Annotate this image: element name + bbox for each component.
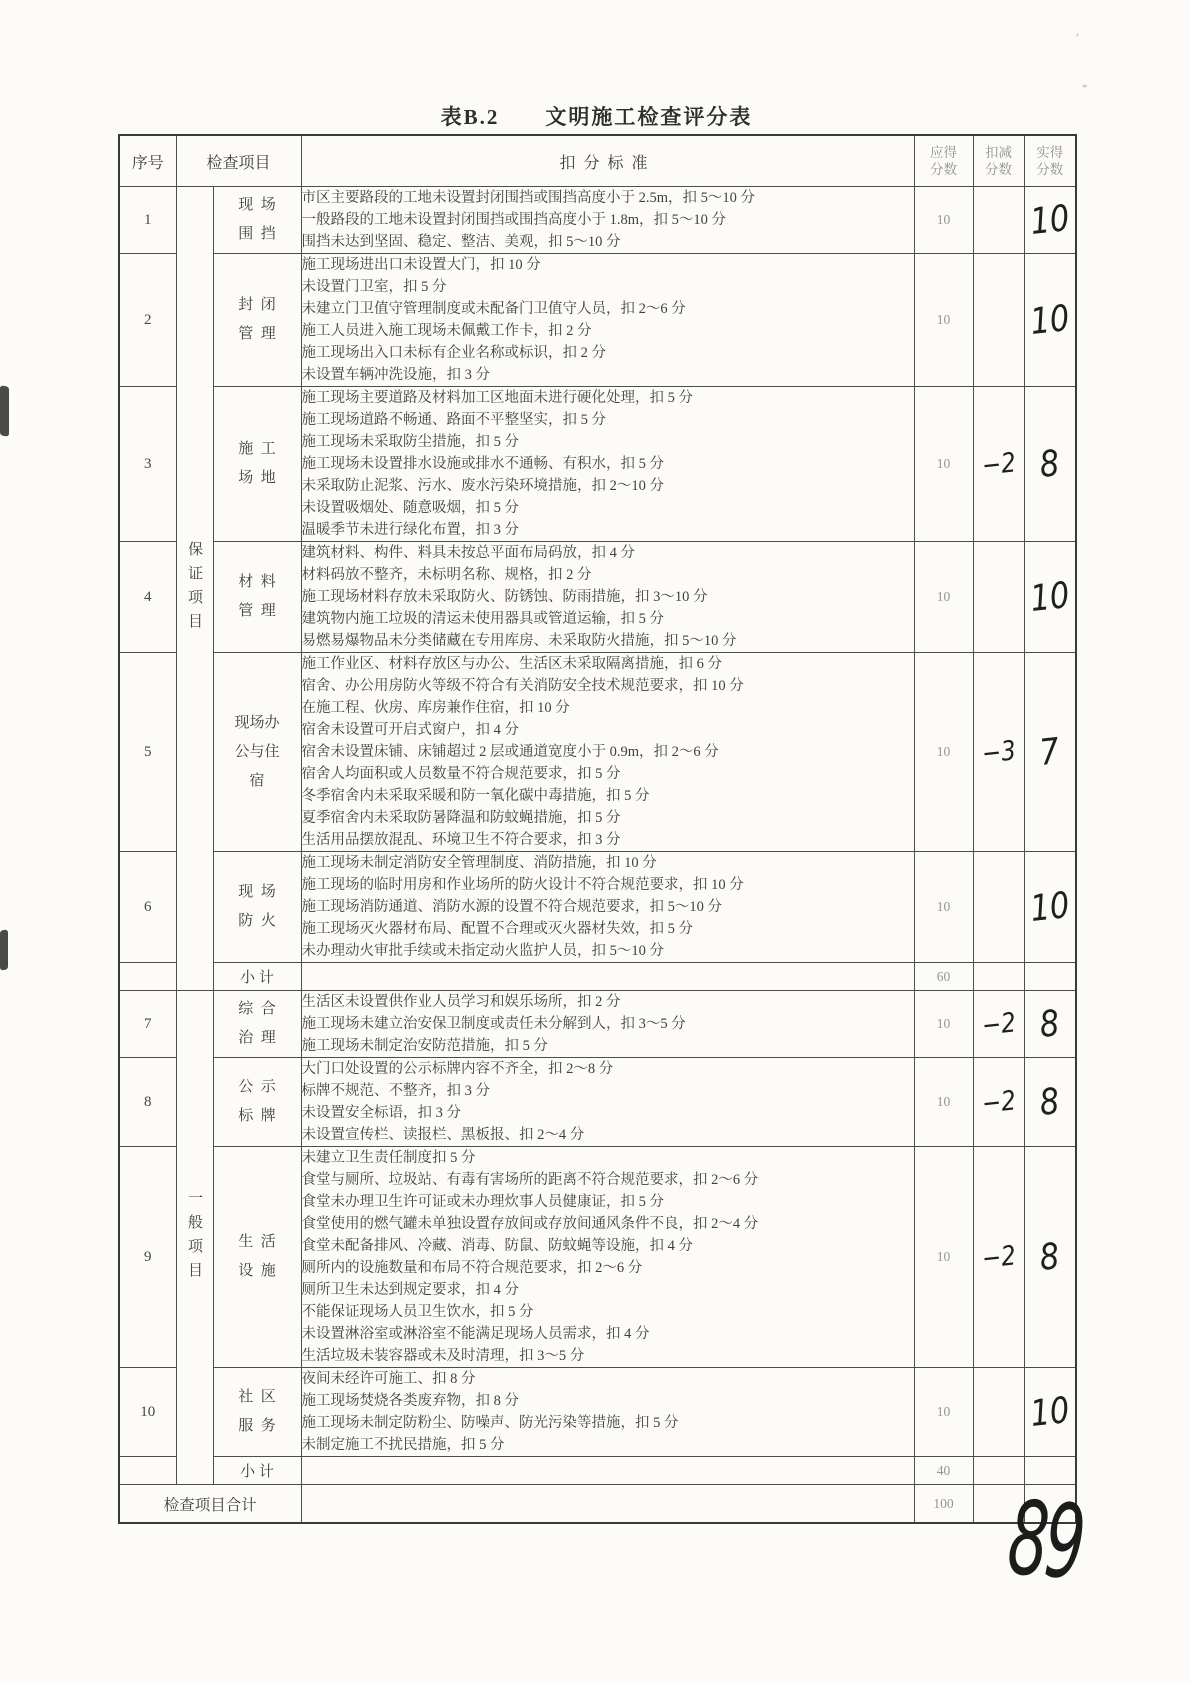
deduct-score <box>973 254 1024 387</box>
deduct-score <box>973 1485 1024 1524</box>
actual-score <box>1024 387 1076 542</box>
actual-score <box>1024 963 1076 991</box>
table-row-5 <box>119 653 1076 852</box>
scan-ink-smudge <box>0 385 9 436</box>
actual-score <box>1024 852 1076 963</box>
handwritten-deduct: −2 <box>980 1084 1017 1120</box>
inspection-score-table <box>118 134 1077 1524</box>
deduct-score <box>973 1147 1024 1368</box>
row-number: 9 <box>119 1147 176 1368</box>
actual-score <box>1024 1058 1076 1147</box>
total-row <box>119 1485 1076 1524</box>
category-label: 施 工 场 地 <box>213 387 301 542</box>
handwritten-actual: 10 <box>1028 197 1072 243</box>
table-row-2 <box>119 254 1076 387</box>
actual-score <box>1024 1457 1076 1485</box>
handwritten-actual: 10 <box>1028 574 1072 620</box>
scan-speck: ’ <box>1071 29 1081 46</box>
category-label: 生 活 设 施 <box>213 1147 301 1368</box>
criteria-list: 施工现场未制定消防安全管理制度、消防措施，扣 10 分 施工现场的临时用房和作业场所的防火设计不符合规范要求，扣 10 分 施工现场消防通道、消防水源的设置不符合规范要求，扣 5～10 分 施工现场灭火器材布局、配置不合理或灭火器材失效，扣 5 分 未办理动火审批手续或未指定动火监护人员，扣 5～10 分 <box>301 852 914 963</box>
total-empty-criteria <box>301 1485 914 1524</box>
category-label: 现 场 围 挡 <box>213 187 301 254</box>
deduct-score <box>973 1457 1024 1485</box>
header-row <box>119 135 1076 187</box>
due-score: 10 <box>914 1058 973 1147</box>
row-number-empty <box>119 1457 176 1485</box>
due-score: 40 <box>914 1457 973 1485</box>
due-score: 60 <box>914 963 973 991</box>
due-score: 10 <box>914 991 973 1058</box>
subtotal-row-general <box>119 1457 1076 1485</box>
handwritten-actual: 8 <box>1037 442 1062 486</box>
actual-score <box>1024 254 1076 387</box>
criteria-list: 施工现场主要道路及材料加工区地面未进行硬化处理，扣 5 分 施工现场道路不畅通、路面不平整坚实，扣 5 分 施工现场未采取防尘措施，扣 5 分 施工现场未设置排水设施或排水不通畅、有积水，扣 5 分 未采取防止泥浆、污水、废水污染环境措施，扣 2～10 分 未设置吸烟处、随意吸烟，扣 5 分 温暖季节未进行绿化布置，扣 3 分 <box>301 387 914 542</box>
subtotal-empty-criteria <box>301 963 914 991</box>
row-number-empty <box>119 963 176 991</box>
subtotal-empty-criteria <box>301 1457 914 1485</box>
row-number: 6 <box>119 852 176 963</box>
deduct-score <box>973 1058 1024 1147</box>
handwritten-actual: 8 <box>1037 1002 1062 1046</box>
handwritten-actual: 7 <box>1037 730 1062 774</box>
group-label-guarantee: 保证项目 <box>186 540 202 637</box>
actual-score <box>1024 1485 1076 1524</box>
row-number: 3 <box>119 387 176 542</box>
category-label: 公 示 标 牌 <box>213 1058 301 1147</box>
criteria-list: 大门口处设置的公示标牌内容不齐全，扣 2～8 分 标牌不规范、不整齐，扣 3 分 未设置安全标语，扣 3 分 未设置宣传栏、读报栏、黑板报、扣 2～4 分 <box>301 1058 914 1147</box>
row-number: 5 <box>119 653 176 852</box>
deduct-score <box>973 852 1024 963</box>
subtotal-label: 小 计 <box>213 963 301 991</box>
due-score: 10 <box>914 653 973 852</box>
actual-score <box>1024 542 1076 653</box>
total-label: 检查项目合计 <box>119 1485 301 1524</box>
table-row-1 <box>119 187 1076 254</box>
category-label: 综 合 治 理 <box>213 991 301 1058</box>
scan-ink-smudge <box>0 930 8 971</box>
criteria-list: 建筑材料、构件、料具未按总平面布局码放，扣 4 分 材料码放不整齐，未标明名称、规格，扣 2 分 施工现场材料存放未采取防火、防锈蚀、防雨措施，扣 3～10 分 建筑物内施工垃圾的清运未使用器具或管道运输，扣 5 分 易燃易爆物品未分类储藏在专用库房、未采取防火措施，扣 5～10 分 <box>301 542 914 653</box>
header-due-score: 应得 分数 <box>914 135 973 187</box>
deduct-score <box>973 542 1024 653</box>
row-number: 10 <box>119 1368 176 1457</box>
header-serial: 序号 <box>119 135 176 187</box>
header-criteria: 扣分标准 <box>301 135 914 187</box>
actual-score <box>1024 991 1076 1058</box>
deduct-score <box>973 1368 1024 1457</box>
actual-score <box>1024 1147 1076 1368</box>
handwritten-deduct: −2 <box>980 1006 1017 1042</box>
handwritten-deduct: −2 <box>980 446 1017 482</box>
due-score: 100 <box>914 1485 973 1524</box>
row-number: 4 <box>119 542 176 653</box>
row-number: 2 <box>119 254 176 387</box>
category-label: 现 场 防 火 <box>213 852 301 963</box>
table-row-8 <box>119 1058 1076 1147</box>
deduct-score <box>973 991 1024 1058</box>
row-number: 8 <box>119 1058 176 1147</box>
scan-speck: * <box>1082 82 1088 94</box>
handwritten-deduct: −3 <box>980 734 1017 770</box>
table-row-10 <box>119 1368 1076 1457</box>
category-label: 封 闭 管 理 <box>213 254 301 387</box>
category-label: 材 料 管 理 <box>213 542 301 653</box>
handwritten-actual: 10 <box>1028 884 1072 930</box>
due-score: 10 <box>914 254 973 387</box>
criteria-list: 未建立卫生责任制度扣 5 分 食堂与厕所、垃圾站、有毒有害场所的距离不符合规范要求，扣 2～6 分 食堂未办理卫生许可证或未办理炊事人员健康证，扣 5 分 食堂使用的燃气罐未单独设置存放间或存放间通风条件不良，扣 2～4 分 食堂未配备排风、冷藏、消毒、防鼠、防蚊蝇等设施，扣 4 分 厕所内的设施数量和布局不符合规范要求，扣 2～6 分 厕所卫生未达到规定要求，扣 4 分 不能保证现场人员卫生饮水，扣 5 分 未设置淋浴室或淋浴室不能满足现场人员需求，扣 4 分 生活垃圾未装容器或未及时清理，扣 3～5 分 <box>301 1147 914 1368</box>
due-score: 10 <box>914 852 973 963</box>
table-row-9 <box>119 1147 1076 1368</box>
group-label-general: 一般项目 <box>186 1189 202 1286</box>
handwritten-actual: 10 <box>1028 297 1072 343</box>
category-label: 社 区 服 务 <box>213 1368 301 1457</box>
criteria-list: 生活区未设置供作业人员学习和娱乐场所，扣 2 分 施工现场未建立治安保卫制度或责任未分解到人，扣 3～5 分 施工现场未制定治安防范措施，扣 5 分 <box>301 991 914 1058</box>
handwritten-actual: 8 <box>1037 1080 1062 1124</box>
table-row-6 <box>119 852 1076 963</box>
handwritten-deduct: −2 <box>980 1239 1017 1275</box>
subtotal-row-guarantee <box>119 963 1076 991</box>
header-item: 检查项目 <box>176 135 301 187</box>
deduct-score <box>973 187 1024 254</box>
deduct-score <box>973 653 1024 852</box>
handwritten-actual: 10 <box>1028 1389 1072 1435</box>
header-actual-score: 实得 分数 <box>1024 135 1076 187</box>
due-score: 10 <box>914 1368 973 1457</box>
table-row-7 <box>119 991 1076 1058</box>
due-score: 10 <box>914 187 973 254</box>
header-deduct-score: 扣减 分数 <box>973 135 1024 187</box>
due-score: 10 <box>914 1147 973 1368</box>
table-row-3 <box>119 387 1076 542</box>
table-row-4 <box>119 542 1076 653</box>
actual-score <box>1024 653 1076 852</box>
deduct-score <box>973 387 1024 542</box>
actual-score <box>1024 1368 1076 1457</box>
handwritten-total-score: 89 <box>1004 1479 1086 1603</box>
row-number: 1 <box>119 187 176 254</box>
criteria-list: 施工现场进出口未设置大门，扣 10 分 未设置门卫室，扣 5 分 未建立门卫值守管理制度或未配备门卫值守人员，扣 2～6 分 施工人员进入施工现场未佩戴工作卡，扣 2 分 施工现场出入口未标有企业名称或标识，扣 2 分 未设置车辆冲洗设施，扣 3 分 <box>301 254 914 387</box>
subtotal-label: 小 计 <box>213 1457 301 1485</box>
category-label: 现场办 公与住 宿 <box>213 653 301 852</box>
page-title: 表B.2 文明施工检查评分表 <box>440 105 753 129</box>
criteria-list: 夜间未经许可施工、扣 8 分 施工现场焚烧各类废弃物，扣 8 分 施工现场未制定防粉尘、防噪声、防光污染等措施，扣 5 分 未制定施工不扰民措施，扣 5 分 <box>301 1368 914 1457</box>
handwritten-actual: 8 <box>1037 1235 1062 1279</box>
criteria-list: 市区主要路段的工地未设置封闭围挡或围挡高度小于 2.5m，扣 5～10 分 一般路段的工地未设置封闭围挡或围挡高度小于 1.8m，扣 5～10 分 围挡未达到坚固、稳定、整洁、美观，扣 5～10 分 <box>301 187 914 254</box>
row-number: 7 <box>119 991 176 1058</box>
actual-score <box>1024 187 1076 254</box>
due-score: 10 <box>914 387 973 542</box>
due-score: 10 <box>914 542 973 653</box>
deduct-score <box>973 963 1024 991</box>
criteria-list: 施工作业区、材料存放区与办公、生活区未采取隔离措施，扣 6 分 宿舍、办公用房防火等级不符合有关消防安全技术规范要求，扣 10 分 在施工程、伙房、库房兼作住宿，扣 10 分 宿舍未设置可开启式窗户，扣 4 分 宿舍未设置床铺、床铺超过 2 层或通道宽度小于 0.9m，扣 2～6 分 宿舍人均面积或人员数量不符合规范要求，扣 5 分 冬季宿舍内未采取采暖和防一氧化碳中毒措施，扣 5 分 夏季宿舍内未采取防暑降温和防蚊蝇措施，扣 5 分 生活用品摆放混乱、环境卫生不符合要求，扣 3 分 <box>301 653 914 852</box>
group-cell-guarantee <box>176 187 213 991</box>
group-cell-general <box>176 991 213 1485</box>
